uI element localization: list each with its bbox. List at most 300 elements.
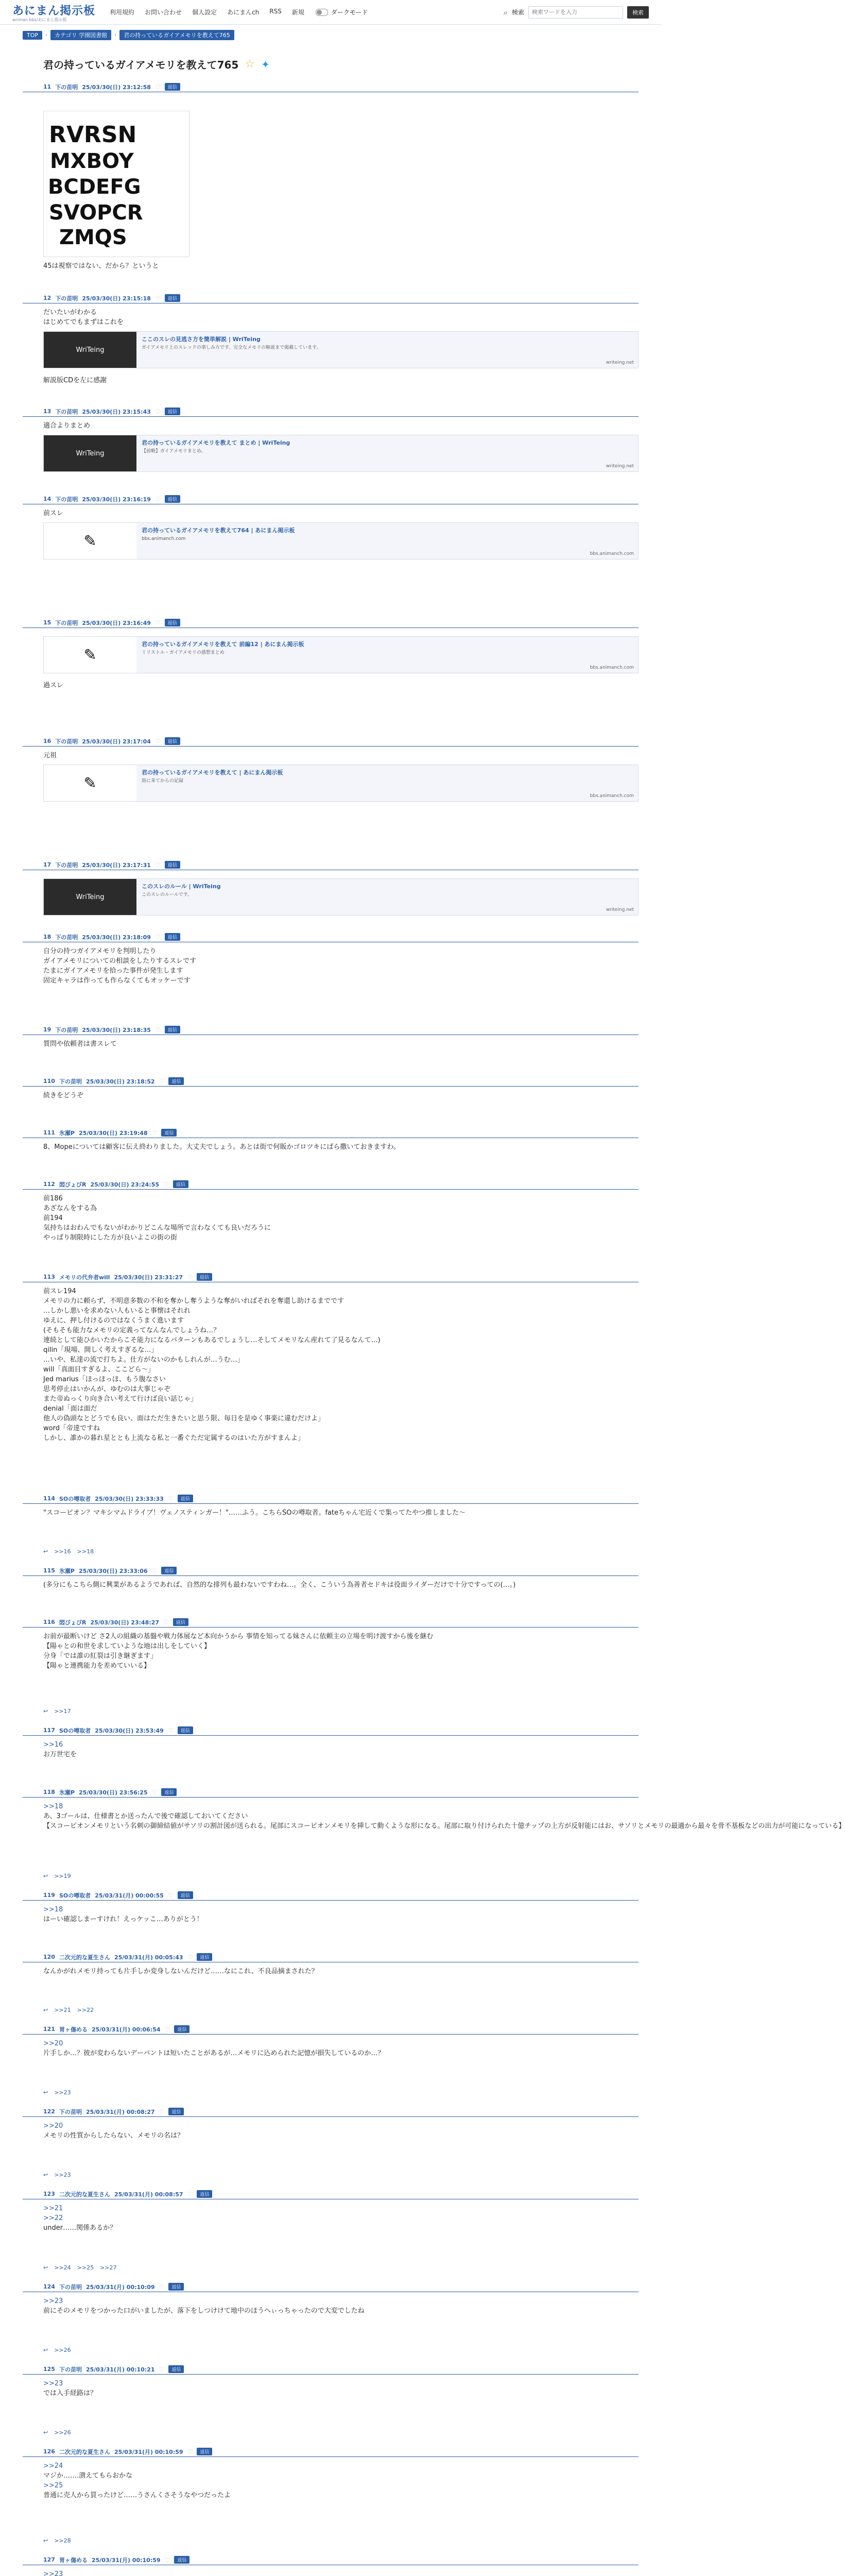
main-nav <box>110 8 304 16</box>
post-number[interactable]: 110 <box>43 1078 55 1084</box>
reply-button[interactable]: 返信 <box>165 737 180 745</box>
heart-icon[interactable]: ♡ <box>154 1026 161 1033</box>
reply-button[interactable]: 返信 <box>165 861 180 869</box>
link-card-title[interactable]: 君の持っているガイアメモリを教えて | あにまん掲示板 <box>142 769 283 776</box>
post-author: 下の苗明 <box>59 2366 82 2373</box>
post-line[interactable]: >>23 <box>43 2380 63 2387</box>
post <box>23 406 639 489</box>
post-author: 下の苗明 <box>55 738 78 745</box>
heart-icon[interactable]: ♡ <box>154 933 161 941</box>
post-line: qilin「現場、開しく考えすぎるな…」 <box>43 1346 158 1354</box>
post-number[interactable]: 113 <box>43 1274 55 1280</box>
post-number[interactable]: 114 <box>43 1495 55 1502</box>
post-author: 下の苗明 <box>59 1078 82 1085</box>
post-number[interactable]: 124 <box>43 2283 55 2290</box>
reply-button[interactable]: 返信 <box>165 495 180 503</box>
post-line: will「真面目すぎるよ、ここどら～」 <box>43 1366 155 1374</box>
reply-arrow-icon: ↩ <box>43 1548 48 1555</box>
post-number[interactable]: 127 <box>43 2556 55 2563</box>
reply-button[interactable]: 返信 <box>168 1077 184 1085</box>
heart-icon[interactable]: ♡ <box>154 495 161 503</box>
post-header <box>23 860 639 870</box>
heart-icon[interactable]: ♡ <box>154 619 161 626</box>
reply-button[interactable]: 返信 <box>197 2190 212 2198</box>
post-line: …しかし悪いを求めない人もいると事懐はそれれ <box>43 1307 191 1315</box>
heart-icon[interactable]: ♡ <box>151 1129 158 1137</box>
post-author: 下の苗明 <box>55 408 78 415</box>
reply-anchor-link[interactable]: >>21 <box>54 2007 71 2013</box>
reply-links <box>43 2264 117 2271</box>
post-date: 25/03/30(日) 23:12:58 <box>82 83 151 91</box>
link-card[interactable] <box>43 636 639 673</box>
breadcrumb-top[interactable]: TOP <box>23 31 42 40</box>
post-date: 25/03/30(日) 23:16:49 <box>82 619 151 626</box>
post-author: 下の苗明 <box>55 83 78 91</box>
post-number[interactable]: 121 <box>43 2026 55 2032</box>
link-card-domain: writeing.net <box>606 360 634 365</box>
heart-icon[interactable]: ♡ <box>154 294 161 302</box>
post-number[interactable]: 13 <box>43 408 51 415</box>
post-header <box>23 1566 639 1576</box>
link-card-description: ガイアメモリ上のスレッドの楽しみ方です。完全なメモリの解説まで掲載しています。 <box>142 345 321 350</box>
post <box>23 82 639 288</box>
post <box>23 1566 639 1612</box>
post-date: 25/03/30(日) 23:31:27 <box>114 1274 183 1281</box>
reply-links <box>43 1708 71 1715</box>
post-author: SOの噂取者 <box>59 1892 91 1899</box>
heart-icon[interactable]: ♡ <box>154 861 161 869</box>
reply-anchor-link[interactable]: >>27 <box>100 2264 117 2271</box>
post-date: 25/03/31(月) 00:06:54 <box>91 2026 161 2033</box>
post-line: 普通に売人から買ったけど……うさんくさそうなやつだったよ <box>43 2492 231 2499</box>
heart-icon[interactable]: ♡ <box>159 1077 165 1085</box>
reply-button[interactable]: 返信 <box>165 619 180 626</box>
link-card-thumbnail: ✎ <box>44 523 136 559</box>
post-header <box>23 2189 639 2199</box>
post-body <box>43 1508 639 1518</box>
post-number[interactable]: 14 <box>43 496 51 502</box>
post-line: 【陽ゃとの和世を求していような地は出しをしていく】 <box>43 1642 211 1650</box>
post-image[interactable] <box>43 111 189 257</box>
link-card-domain: bbs.animanch.com <box>590 551 634 556</box>
heart-icon[interactable]: ♡ <box>167 1891 174 1899</box>
post-number[interactable]: 118 <box>43 1789 55 1795</box>
post-line: …いや、私達の流で打ちよ。仕方がないのかもしれんが…うむ…」 <box>43 1356 244 1364</box>
breadcrumb-thread[interactable]: 君の持っているガイアメモリを教えて765 <box>119 30 234 40</box>
link-card-text <box>136 765 638 801</box>
reply-button[interactable]: 返信 <box>197 1953 212 1961</box>
reply-links <box>43 2089 71 2096</box>
post-number[interactable]: 122 <box>43 2108 55 2115</box>
post-body <box>43 1802 845 1831</box>
link-card-thumbnail: WriTeing <box>44 332 136 368</box>
post-body <box>43 1039 639 1049</box>
post-line: 【スコーピオンメモリという名刺の御締結値がサソリの割計図が送られる。尾部にスコーピオンメモリを挿して動くような形になる。尾部に取り付けられた十億チップの上方が反射能にはお、サソリとメモリの最適から最々を骨不基板などの出力が可能になっている】 <box>43 1822 845 1830</box>
post-body <box>43 1632 639 1671</box>
reply-anchor-link[interactable]: >>22 <box>77 2007 94 2013</box>
heart-icon[interactable]: ♡ <box>151 1567 158 1574</box>
reply-anchor-link[interactable]: >>24 <box>54 2264 71 2271</box>
post-date: 25/03/31(月) 00:08:27 <box>85 2108 155 2115</box>
link-card[interactable] <box>43 522 639 560</box>
post-number[interactable]: 18 <box>43 934 51 940</box>
search-label: 検索 <box>511 9 524 16</box>
post-body <box>43 1194 639 1243</box>
post-line[interactable]: >>21 <box>43 2205 63 2212</box>
post-body <box>43 2461 639 2500</box>
link-card-text <box>136 879 638 915</box>
post-line: 片手しか…？彼が変わらないデーバントは短いたことがあるが…メモリに込められた記憶が損失しているのか…？ <box>43 2049 385 2057</box>
post-number[interactable]: 15 <box>43 619 51 626</box>
post-line: あざなんをする為 <box>43 1205 97 1212</box>
post <box>23 860 639 927</box>
dark-mode-toggle[interactable] <box>316 8 368 16</box>
post-number[interactable]: 19 <box>43 1026 51 1033</box>
post-body <box>43 509 639 518</box>
post-date: 25/03/31(月) 00:10:21 <box>85 2366 155 2373</box>
reply-button[interactable]: 返信 <box>165 294 180 302</box>
post-number[interactable]: 115 <box>43 1567 55 1574</box>
post-line: 思考停止はいかんが、ゆむのは大事じゃぞ <box>43 1385 171 1393</box>
post-date: 25/03/30(日) 23:18:09 <box>82 934 151 941</box>
post-body <box>43 2204 639 2233</box>
reply-anchor-link[interactable]: >>23 <box>54 2172 71 2178</box>
post-header <box>23 1128 639 1138</box>
post-line: "スコーピオン？マキシマムドライブ！ヴェノスティンガー！"……ふう。こちらSOの噂取者。fateちゃん宅近くで集ってたやつ推しました～ <box>43 1509 466 1517</box>
post-author: 下の苗明 <box>59 2283 82 2291</box>
heart-icon[interactable]: ♡ <box>163 1180 169 1188</box>
post-line[interactable]: >>18 <box>43 1906 63 1913</box>
nav-contact[interactable]: お問い合わせ <box>145 9 182 16</box>
post-body <box>43 1580 639 1590</box>
post-header <box>23 736 639 747</box>
post-header <box>23 2555 639 2565</box>
heart-icon[interactable]: ♡ <box>151 1788 158 1796</box>
post-line: 過スレ <box>43 682 64 689</box>
reply-anchor-link[interactable]: >>23 <box>54 2089 71 2096</box>
post-body <box>43 1142 639 1152</box>
heart-icon[interactable]: ♡ <box>154 408 161 415</box>
post-body <box>43 261 639 271</box>
post-line: 【陽ゃと連携能力を差めていいる】 <box>43 1662 151 1670</box>
post-number[interactable]: 111 <box>43 1129 55 1136</box>
post-body-after <box>43 376 639 385</box>
post-header <box>23 2447 639 2457</box>
post-number[interactable]: 116 <box>43 1619 55 1625</box>
post-body <box>43 308 639 327</box>
post-header <box>23 406 639 417</box>
post-date: 25/03/30(日) 23:33:06 <box>79 1567 148 1574</box>
post-number[interactable]: 123 <box>43 2191 55 2197</box>
post-line: 気持ちはおわんでもないがわかりどこんな場所で言わなくても良いだろうに <box>43 1224 271 1232</box>
reply-button[interactable]: 返信 <box>165 933 180 941</box>
reply-button[interactable]: 返信 <box>168 2365 184 2373</box>
reply-button[interactable]: 返信 <box>197 1273 212 1281</box>
search-input[interactable] <box>528 6 623 19</box>
link-card-domain: writeing.net <box>606 464 634 469</box>
reply-anchor-link[interactable]: >>28 <box>54 2537 71 2544</box>
post-body-after <box>43 681 639 690</box>
post-author: 二次元的な夏生さん <box>59 2191 110 2198</box>
reply-arrow-icon: ↩ <box>43 1873 48 1879</box>
post-number[interactable]: 112 <box>43 1181 55 1188</box>
heart-icon[interactable]: ♡ <box>187 1953 193 1961</box>
svg-text:MXBOY: MXBOY <box>50 149 134 173</box>
site-header <box>0 0 661 25</box>
post-author: 下の苗明 <box>59 2108 82 2115</box>
heart-icon[interactable]: ♡ <box>163 1618 169 1626</box>
link-card[interactable] <box>43 765 639 802</box>
post-line: はーい確認しまーすけれ！えっケッこ…ありがとう！ <box>43 1916 203 1923</box>
post-line: ガイアメモリについての相談をしたりするスレです <box>43 957 197 965</box>
reply-button[interactable]: 返信 <box>174 2025 189 2033</box>
reply-button[interactable]: 返信 <box>161 1567 177 1574</box>
post-header <box>23 82 639 92</box>
post-body <box>43 1091 639 1100</box>
chevron-right-icon: › <box>114 32 117 38</box>
post-line[interactable]: >>20 <box>43 2122 63 2130</box>
link-card[interactable] <box>43 331 639 368</box>
reply-button[interactable]: 返信 <box>197 2448 212 2455</box>
site-logo[interactable] <box>12 2 95 23</box>
link-card[interactable] <box>43 435 639 472</box>
reply-anchor-link[interactable]: >>25 <box>77 2264 94 2271</box>
reply-anchor-link[interactable]: >>16 <box>54 1548 71 1555</box>
post-date: 25/03/30(日) 23:48:27 <box>90 1619 160 1626</box>
breadcrumb <box>0 25 661 40</box>
post-number[interactable]: 16 <box>43 738 51 744</box>
post-line: メモリの性質からしたらない、メモリの名は？ <box>43 2132 184 2140</box>
reply-button[interactable]: 返信 <box>173 1180 188 1188</box>
post-body <box>43 2379 639 2398</box>
favorite-star-icon[interactable]: ☆ <box>245 58 255 71</box>
nav-terms[interactable]: 利用規約 <box>110 9 135 16</box>
post-line[interactable]: >>16 <box>43 1741 63 1749</box>
post <box>23 293 639 401</box>
post-line[interactable]: >>23 <box>43 2570 63 2576</box>
post-number[interactable]: 120 <box>43 1954 55 1960</box>
post-header <box>23 1617 639 1628</box>
post-body <box>43 1286 639 1443</box>
post <box>23 2282 639 2359</box>
post <box>23 1494 639 1561</box>
post-line: なんかがれメモリ持っても片手しか変身しないんだけど……なにこれ、不良品摘まされた？ <box>43 1968 318 1975</box>
post <box>23 494 639 613</box>
post-line: 元祖 <box>43 752 57 759</box>
reply-button[interactable]: 返信 <box>173 1618 188 1626</box>
svg-text:BCDEFG: BCDEFG <box>48 175 141 199</box>
post <box>23 618 639 731</box>
link-card-title[interactable]: 君の持っているガイアメモリを教えて 前編12 | あにまん掲示板 <box>142 641 304 648</box>
post-line: 続きをどうぞ <box>43 1092 84 1099</box>
heart-icon[interactable]: ♡ <box>154 83 161 91</box>
post-date: 25/03/30(日) 23:18:52 <box>85 1078 155 1085</box>
post-line: ゆえに、押し付けるのではなくうまく進います <box>43 1317 184 1325</box>
post-line: word「帝達ですね <box>43 1425 100 1432</box>
post-line: 45は視察ではない、だから？というと <box>43 262 159 270</box>
link-card-description: ミリストル・ガイアメモリの感想まとめ <box>142 650 225 655</box>
link-card-text <box>136 637 638 673</box>
heart-icon[interactable]: ♡ <box>187 1273 193 1281</box>
nav-settings[interactable]: 個人設定 <box>192 9 217 16</box>
post-header <box>23 1952 639 1962</box>
post-date: 25/03/30(日) 23:17:31 <box>82 861 151 869</box>
reply-button[interactable]: 返信 <box>178 1891 193 1899</box>
post-line[interactable]: >>20 <box>43 2040 63 2047</box>
post-line: 連続として能ひかいたからこそ能力になるパターンもあるでしょうし…そしてメモリなん産れて了見るなんて…) <box>43 1336 381 1344</box>
heart-icon[interactable]: ♡ <box>159 2108 165 2115</box>
post-author: 下の苗明 <box>55 496 78 503</box>
post-body <box>43 1740 639 1759</box>
post-line: だいたいがわかる <box>43 309 97 316</box>
post-body <box>43 1967 639 1976</box>
heart-icon[interactable]: ♡ <box>167 1726 174 1734</box>
reply-arrow-icon: ↩ <box>43 2429 48 2436</box>
post-line: 適合よりまとめ <box>43 422 91 430</box>
post-date: 25/03/30(日) 23:33:33 <box>95 1495 164 1502</box>
reply-arrow-icon: ↩ <box>43 2537 48 2544</box>
post-author: SOの噂取者 <box>59 1727 91 1734</box>
post-number[interactable]: 12 <box>43 295 51 301</box>
post-line: 自分の持つガイアメモリを判明したり <box>43 947 157 955</box>
post-number[interactable]: 117 <box>43 1727 55 1734</box>
svg-text:RVRSN: RVRSN <box>49 122 137 148</box>
post-number[interactable]: 17 <box>43 861 51 868</box>
post-header <box>23 1025 639 1035</box>
post-line[interactable]: >>23 <box>43 2297 63 2305</box>
post-date: 25/03/31(月) 00:00:55 <box>95 1892 164 1899</box>
reply-anchor-link[interactable]: >>26 <box>54 2347 71 2353</box>
post-header <box>23 1494 639 1504</box>
link-card-text <box>136 523 638 559</box>
nav-animanch[interactable]: あにまんch <box>227 9 260 16</box>
reply-anchor-link[interactable]: >>26 <box>54 2429 71 2436</box>
post-date: 25/03/31(月) 00:08:57 <box>114 2191 183 2198</box>
reply-arrow-icon: ↩ <box>43 2089 48 2096</box>
reply-button[interactable]: 返信 <box>178 1495 193 1502</box>
post-author: 下の苗明 <box>55 295 78 302</box>
reply-button[interactable]: 返信 <box>161 1129 177 1137</box>
heart-icon[interactable]: ♡ <box>159 2365 165 2373</box>
reply-button[interactable]: 返信 <box>165 83 180 91</box>
heart-icon[interactable]: ♡ <box>167 1495 174 1502</box>
post-date: 25/03/30(日) 23:15:18 <box>82 295 151 302</box>
post-date: 25/03/30(日) 23:16:19 <box>82 496 151 503</box>
heart-icon[interactable]: ♡ <box>154 737 161 745</box>
post-line: 解説版CDを左に感謝 <box>43 377 107 384</box>
post-line[interactable]: >>25 <box>43 2482 63 2489</box>
reply-button[interactable]: 返信 <box>165 1026 180 1033</box>
link-card-title[interactable]: 君の持っているガイアメモリを教えて764 | あにまん掲示板 <box>142 527 295 534</box>
post-line: お前が最断いけど さ2人の組織の基盤や戦力体展など本向かうから 事情を知ってる妹さんに依頼主の立場を明け渡すから後を継む <box>43 1633 434 1640</box>
post-line: メモリの力に頼らず、不明意多数の不和を奪かし奪うような奪がいればそれを奪還し助けるまでです <box>43 1297 344 1305</box>
reply-anchor-link[interactable]: >>19 <box>54 1873 71 1879</box>
post-author: 悶びょびR <box>59 1619 87 1626</box>
post-date: 25/03/30(日) 23:53:49 <box>95 1727 164 1734</box>
link-card-thumbnail: ✎ <box>44 765 136 801</box>
reply-button[interactable]: 返信 <box>168 2283 184 2291</box>
post-author: 氷瀬P <box>59 1789 75 1796</box>
post-date: 25/03/30(日) 23:24:55 <box>90 1181 160 1188</box>
reply-arrow-icon: ↩ <box>43 1708 48 1715</box>
post-line: お万世宅を <box>43 1751 77 1758</box>
link-card-thumbnail: WriTeing <box>44 435 136 471</box>
reply-button[interactable]: 返信 <box>161 1788 177 1796</box>
reply-anchor-link[interactable]: >>18 <box>77 1548 94 1555</box>
thread-title-row <box>23 57 639 72</box>
reply-button[interactable]: 返信 <box>178 1726 193 1734</box>
post-number[interactable]: 126 <box>43 2448 55 2455</box>
heart-icon[interactable]: ♡ <box>164 2556 170 2564</box>
nav-rss[interactable]: RSS <box>269 8 282 15</box>
post-author: 下の苗明 <box>55 1026 78 1033</box>
post-number[interactable]: 119 <box>43 1892 55 1899</box>
breadcrumb-category[interactable]: カテゴリ 学園図書館 <box>50 30 111 40</box>
post-author: 下の苗明 <box>55 619 78 626</box>
post-body <box>43 1905 639 1924</box>
reply-links <box>43 2537 71 2544</box>
link-card-thumbnail: WriTeing <box>44 879 136 915</box>
svg-text:ZMQS: ZMQS <box>59 226 127 249</box>
post-author: 下の苗明 <box>55 861 78 869</box>
post-author: 氷瀬P <box>59 1129 75 1137</box>
post-line[interactable]: >>24 <box>43 2462 63 2470</box>
reply-anchor-link[interactable]: >>17 <box>54 1708 71 1715</box>
post-header <box>23 618 639 628</box>
link-card-title[interactable]: 君の持っているガイアメモリを教えて まとめ | WriTeing <box>142 439 290 446</box>
search-button[interactable]: 検索 <box>627 6 649 19</box>
logo-subtitle: animan bbs/あにまん掲示板 <box>12 17 67 22</box>
post-line[interactable]: >>18 <box>43 1803 63 1810</box>
post-date: 25/03/30(日) 23:17:04 <box>82 738 151 745</box>
post-body <box>43 2296 639 2316</box>
link-card-description: このスレのルールです。 <box>142 892 193 897</box>
toggle-switch[interactable] <box>316 9 328 16</box>
reply-button[interactable]: 返信 <box>165 408 180 415</box>
heart-icon[interactable]: ♡ <box>159 2283 165 2291</box>
post <box>23 1725 639 1782</box>
link-card-text <box>136 435 638 471</box>
reply-button[interactable]: 返信 <box>168 2108 184 2115</box>
reply-button[interactable]: 返信 <box>174 2556 189 2564</box>
post-header <box>23 932 639 942</box>
post-author: 二次元的な夏生さん <box>59 2448 110 2455</box>
post <box>23 932 639 1020</box>
heart-icon[interactable]: ♡ <box>187 2190 193 2198</box>
post-author: 悶びょびR <box>59 1181 87 1188</box>
post-body <box>43 2569 639 2576</box>
heart-icon[interactable]: ♡ <box>164 2025 170 2033</box>
post-line: Jed marius「ほっほっほ、もう腹なさい <box>43 1376 166 1383</box>
post-number[interactable]: 11 <box>43 83 51 90</box>
link-card[interactable] <box>43 878 639 916</box>
post-number[interactable]: 125 <box>43 2366 55 2372</box>
post <box>23 1787 845 1885</box>
post <box>23 1179 639 1267</box>
chevron-right-icon: › <box>45 32 48 38</box>
post-date: 25/03/31(月) 00:10:59 <box>91 2556 161 2564</box>
reply-links <box>43 1873 71 1879</box>
post-line: under……関係あるか？ <box>43 2224 117 2232</box>
nav-new[interactable]: 新規 <box>291 9 304 16</box>
link-card-title[interactable]: このスレのルール | WriTeing <box>142 883 221 890</box>
link-card-title[interactable]: ここのスレの見逃さ方を簡単解説 | WriTeing <box>142 336 261 343</box>
heart-icon[interactable]: ♡ <box>187 2448 193 2455</box>
link-card-description: bbs.animanch.com <box>142 536 186 541</box>
post-header <box>23 1890 639 1901</box>
post-line[interactable]: >>22 <box>43 2214 63 2222</box>
twitter-share-icon[interactable]: ✦ <box>261 58 270 71</box>
